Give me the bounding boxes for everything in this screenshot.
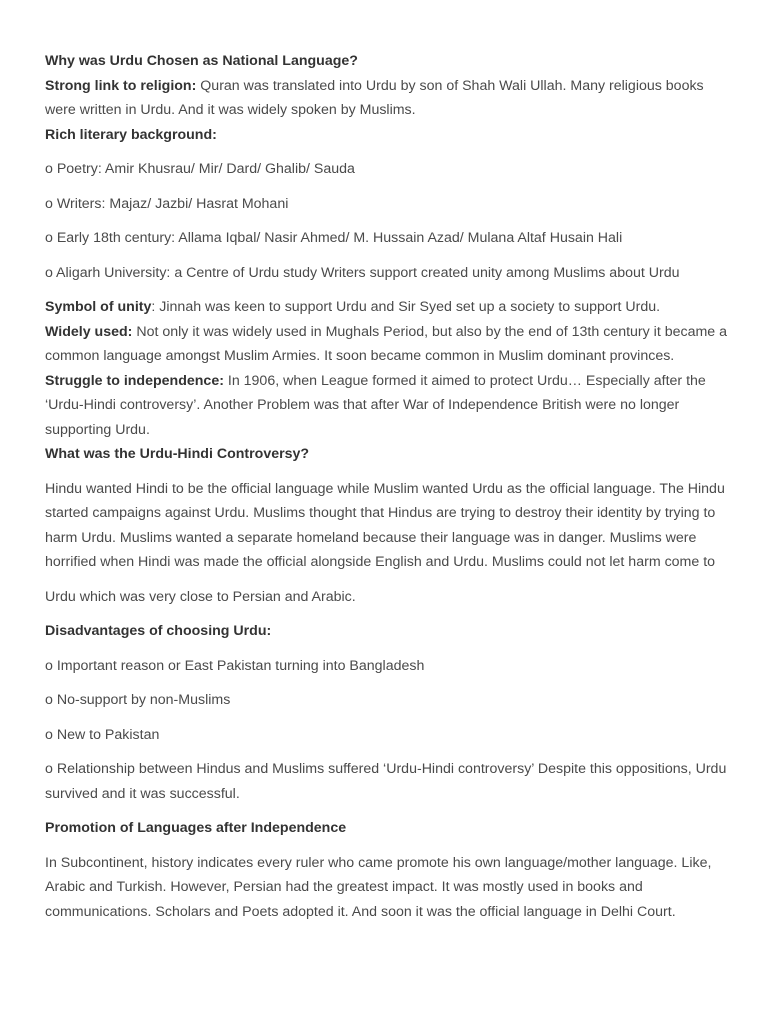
- paragraph-controversy-2: Urdu which was very close to Persian and Arabic.: [45, 588, 356, 605]
- text-religion: Quran was translated into Urdu by son of Shah Wali Ullah. Many religious books were written in Urdu. And it was widely spoken by Muslims.: [45, 77, 704, 118]
- bullet-aligarh: o Aligarh University: a Centre of Urdu study Writers support created unity among Muslims about Urdu: [45, 264, 680, 281]
- bullet-writers: o Writers: Majaz/ Jazbi/ Hasrat Mohani: [45, 195, 289, 212]
- bullet-east-pakistan: o Important reason or East Pakistan turning into Bangladesh: [45, 657, 425, 674]
- bullet-poetry: o Poetry: Amir Khusrau/ Mir/ Dard/ Ghalib/ Sauda: [45, 161, 355, 177]
- bullet-18th-century: o Early 18th century: Allama Iqbal/ Nasir Ahmed/ M. Hussain Azad/ Mulana Altaf Husain Hali: [45, 230, 623, 246]
- label-widely-used: Widely used:: [45, 323, 133, 340]
- heading-why-urdu: Why was Urdu Chosen as National Language?: [45, 53, 358, 69]
- paragraph-religion: [45, 74, 735, 123]
- heading-controversy: What was the Urdu-Hindi Controversy?: [45, 446, 310, 462]
- label-literary: Rich literary background:: [45, 126, 217, 143]
- paragraph-controversy-1: Hindu wanted Hindi to be the official language while Muslim wanted Urdu as the official language. The Hindu started campaigns against Urdu. Muslims thought that Hindus are trying to destroy their identity by trying to harm Urdu. Muslims wanted a separate homeland because their language was in danger. Muslims were horrified when Hindi was made the official alongside English and Urdu. Muslims could not let harm come to: [45, 480, 725, 570]
- bullet-new-to-pakistan: o New to Pakistan: [45, 726, 160, 743]
- label-unity: Symbol of unity: [45, 299, 152, 315]
- paragraph-unity: [45, 295, 735, 320]
- paragraph-struggle: [45, 369, 735, 443]
- label-struggle: Struggle to independence:: [45, 372, 224, 389]
- heading-promotion: Promotion of Languages after Independence: [45, 820, 347, 836]
- document-body: [45, 49, 735, 924]
- paragraph-promotion: In Subcontinent, history indicates every ruler who came promote his own language/mother language. Like, Arabic and Turkish. However, Persian had the greatest impact. It was mostly used in books and communications. Scholars and Poets adopted it. And soon it was the official language in Delhi Court.: [45, 854, 712, 920]
- bullet-relationship: o Relationship between Hindus and Muslims suffered ‘Urdu-Hindi controversy’ Despite this oppositions, Urdu survived and it was successful.: [45, 761, 727, 802]
- text-unity: : Jinnah was keen to support Urdu and Sir Syed set up a society to support Urdu.: [151, 299, 661, 315]
- text-struggle: In 1906, when League formed it aimed to protect Urdu… Especially after the ‘Urdu-Hindi controversy’. Another Problem was that after War of Independence British were no longer supporting Urdu.: [45, 372, 706, 438]
- bullet-no-support: o No-support by non-Muslims: [45, 692, 231, 708]
- heading-disadvantages: Disadvantages of choosing Urdu:: [45, 623, 272, 639]
- text-widely-used: Not only it was widely used in Mughals Period, but also by the end of 13th century it became a common language amongst Muslim Armies. It soon became common in Muslim dominant provinces.: [45, 323, 728, 364]
- paragraph-widely-used: [45, 320, 735, 369]
- label-religion: Strong link to religion:: [45, 77, 197, 94]
